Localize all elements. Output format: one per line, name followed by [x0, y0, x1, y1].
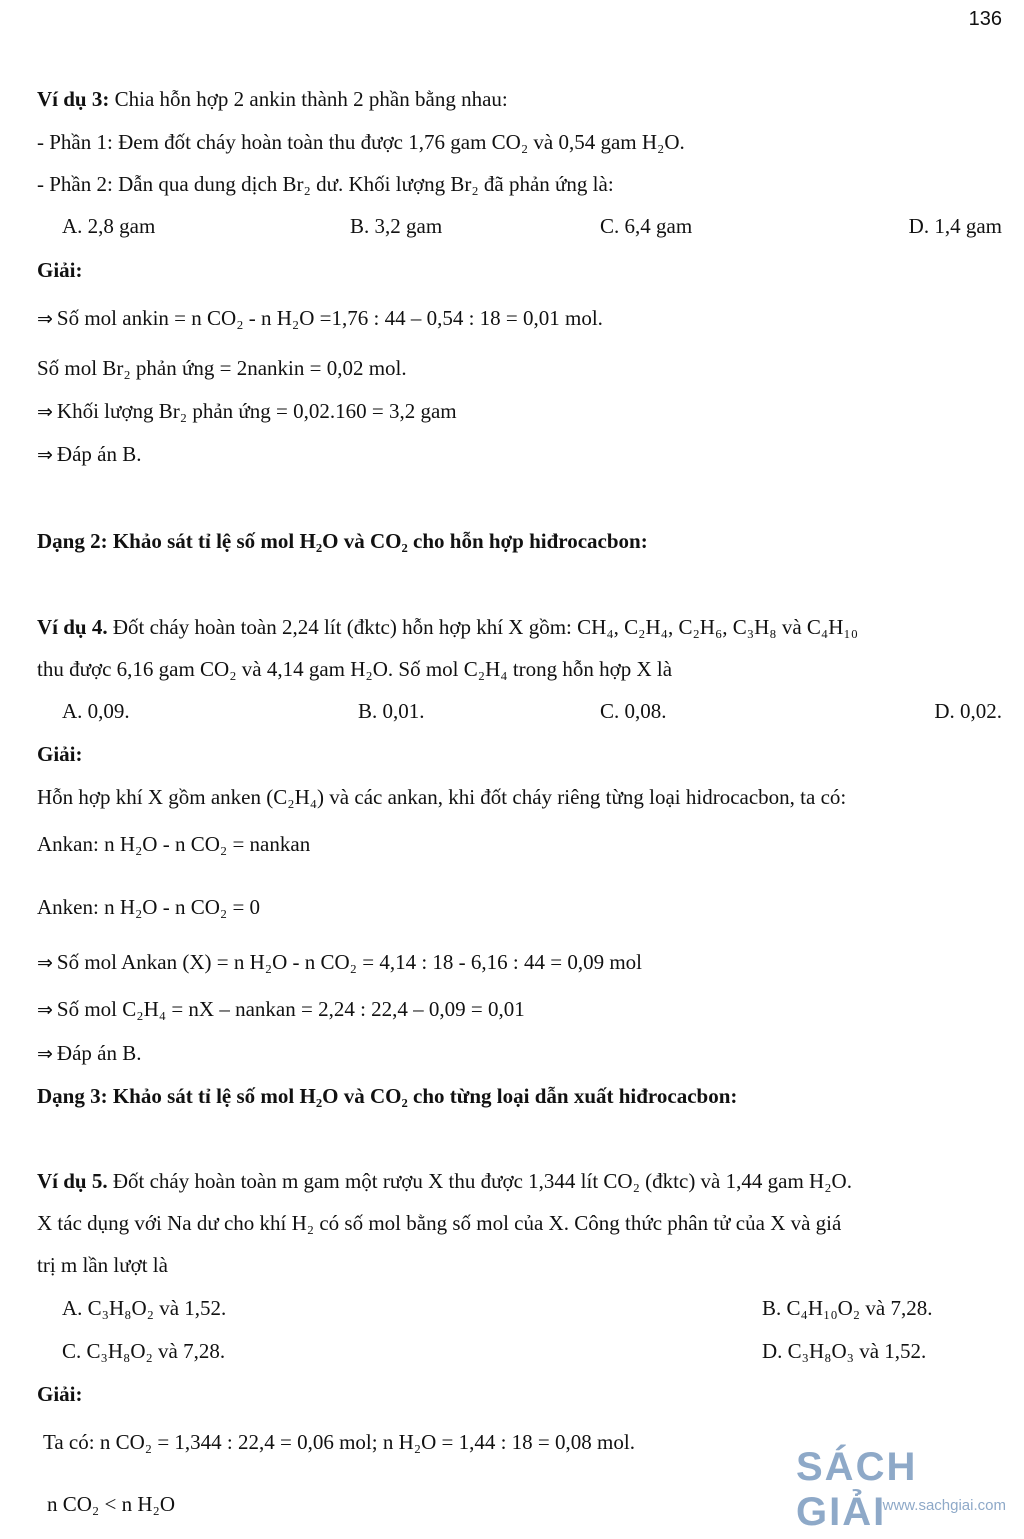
- example-4-options: [62, 697, 1002, 725]
- implies-arrow-icon: ⇒: [37, 444, 53, 466]
- solution-line: n CO₂ < n H₂O: [47, 1492, 175, 1516]
- option-b: B. C₄H₁₀O₂ và 7,28.: [762, 1296, 933, 1320]
- example-3-text: Chia hỗn hợp 2 ankin thành 2 phần bằng nhau:: [114, 87, 508, 111]
- option-a: A. 2,8 gam: [62, 214, 156, 238]
- section-heading-dang-2: Dạng 2: Khảo sát tỉ lệ số mol H₂O và CO₂ cho hỗn hợp hiđrocacbon:: [37, 529, 648, 553]
- example-4-heading: Ví dụ 4.: [37, 615, 108, 639]
- example-4-text: Đốt cháy hoàn toàn 2,24 lít (đktc) hỗn hợp khí X gồm: CH₄, C₂H₄, C₂H₆, C₃H₈ và C₄H₁₀: [112, 615, 859, 639]
- example-3-part2: - Phần 2: Dẫn qua dung dịch Br₂ dư. Khối lượng Br₂ đã phản ứng là:: [37, 172, 614, 196]
- example-3-heading: Ví dụ 3:: [37, 87, 110, 111]
- section-heading-dang-3: Dạng 3: Khảo sát tỉ lệ số mol H₂O và CO₂ cho từng loại dẫn xuất hiđrocacbon:: [37, 1084, 738, 1108]
- example-5-text: Đốt cháy hoàn toàn m gam một rượu X thu được 1,344 lít CO₂ (đktc) và 1,44 gam H₂O.: [112, 1169, 852, 1193]
- option-c: C. 6,4 gam: [600, 214, 693, 238]
- example-5-intro: [37, 1167, 1004, 1195]
- example-4-intro: [37, 613, 1004, 641]
- sachgiai-logo: [796, 1439, 1016, 1534]
- option-b: B. 3,2 gam: [350, 214, 443, 238]
- page-number: 136: [968, 8, 1002, 30]
- solution-line: Hỗn hợp khí X gồm anken (C₂H₄) và các ankan, khi đốt cháy riêng từng loại hidrocacbon, ta có:: [37, 785, 847, 809]
- option-b: B. 0,01.: [358, 699, 425, 723]
- solution-line: Ta có: n CO₂ = 1,344 : 22,4 = 0,06 mol; n H₂O = 1,44 : 18 = 0,08 mol.: [43, 1430, 635, 1454]
- example-5-solution-label: Giải:: [37, 1382, 83, 1406]
- option-c: C. 0,08.: [600, 699, 667, 723]
- logo-text: SÁCH GIẢI: [796, 1445, 918, 1534]
- solution-line: ⇒ Số mol ankin = n CO₂ - n H₂O =1,76 : 44 – 0,54 : 18 = 0,01 mol.: [37, 306, 603, 330]
- solution-line: Anken: n H₂O - n CO₂ = 0: [37, 895, 261, 919]
- solution-line: Ankan: n H₂O - n CO₂ = nankan: [37, 832, 311, 856]
- example-5-options-row-2: [62, 1337, 1002, 1365]
- option-d: D. C₃H₈O₃ và 1,52.: [762, 1339, 927, 1363]
- example-3-part1: - Phần 1: Đem đốt cháy hoàn toàn thu được 1,76 gam CO₂ và 0,54 gam H₂O.: [37, 130, 685, 154]
- example-5-heading: Ví dụ 5.: [37, 1169, 108, 1193]
- implies-arrow-icon: ⇒: [37, 308, 53, 330]
- example-5-text-2: X tác dụng với Na dư cho khí H₂ có số mol bằng số mol của X. Công thức phân tử của X và giá: [37, 1211, 842, 1235]
- example-3-options: [62, 212, 1002, 240]
- solution-line: Số mol Br₂ phản ứng = 2nankin = 0,02 mol.: [37, 356, 407, 380]
- option-a: A. 0,09.: [62, 699, 130, 723]
- example-3-intro: [37, 85, 1004, 113]
- example-5-options-row-1: [62, 1294, 1002, 1322]
- solution-line: ⇒ Đáp án B.: [37, 1041, 142, 1065]
- example-3-solution-label: Giải:: [37, 258, 83, 282]
- solution-line: ⇒ Khối lượng Br₂ phản ứng = 0,02.160 = 3,2 gam: [37, 399, 457, 423]
- solution-line: ⇒ Đáp án B.: [37, 442, 142, 466]
- option-d: D. 1,4 gam: [908, 214, 1002, 238]
- example-4-solution-label: Giải:: [37, 742, 83, 766]
- implies-arrow-icon: ⇒: [37, 1043, 53, 1065]
- implies-arrow-icon: ⇒: [37, 952, 53, 974]
- solution-line: ⇒ Số mol C₂H₄ = nX – nankan = 2,24 : 22,4 – 0,09 = 0,01: [37, 997, 525, 1021]
- solution-line: ⇒ Số mol Ankan (X) = n H₂O - n CO₂ = 4,14 : 18 - 6,16 : 44 = 0,09 mol: [37, 950, 642, 974]
- implies-arrow-icon: ⇒: [37, 401, 53, 423]
- example-5-text-3: trị m lần lượt là: [37, 1253, 168, 1277]
- implies-arrow-icon: ⇒: [37, 999, 53, 1021]
- option-d: D. 0,02.: [934, 699, 1002, 723]
- logo-url: www.sachgiai.com: [882, 1497, 1006, 1514]
- option-c: C. C₃H₈O₂ và 7,28.: [62, 1339, 226, 1363]
- option-a: A. C₃H₈O₂ và 1,52.: [62, 1296, 227, 1320]
- example-4-text-2: thu được 6,16 gam CO₂ và 4,14 gam H₂O. Số mol C₂H₄ trong hỗn hợp X là: [37, 657, 673, 681]
